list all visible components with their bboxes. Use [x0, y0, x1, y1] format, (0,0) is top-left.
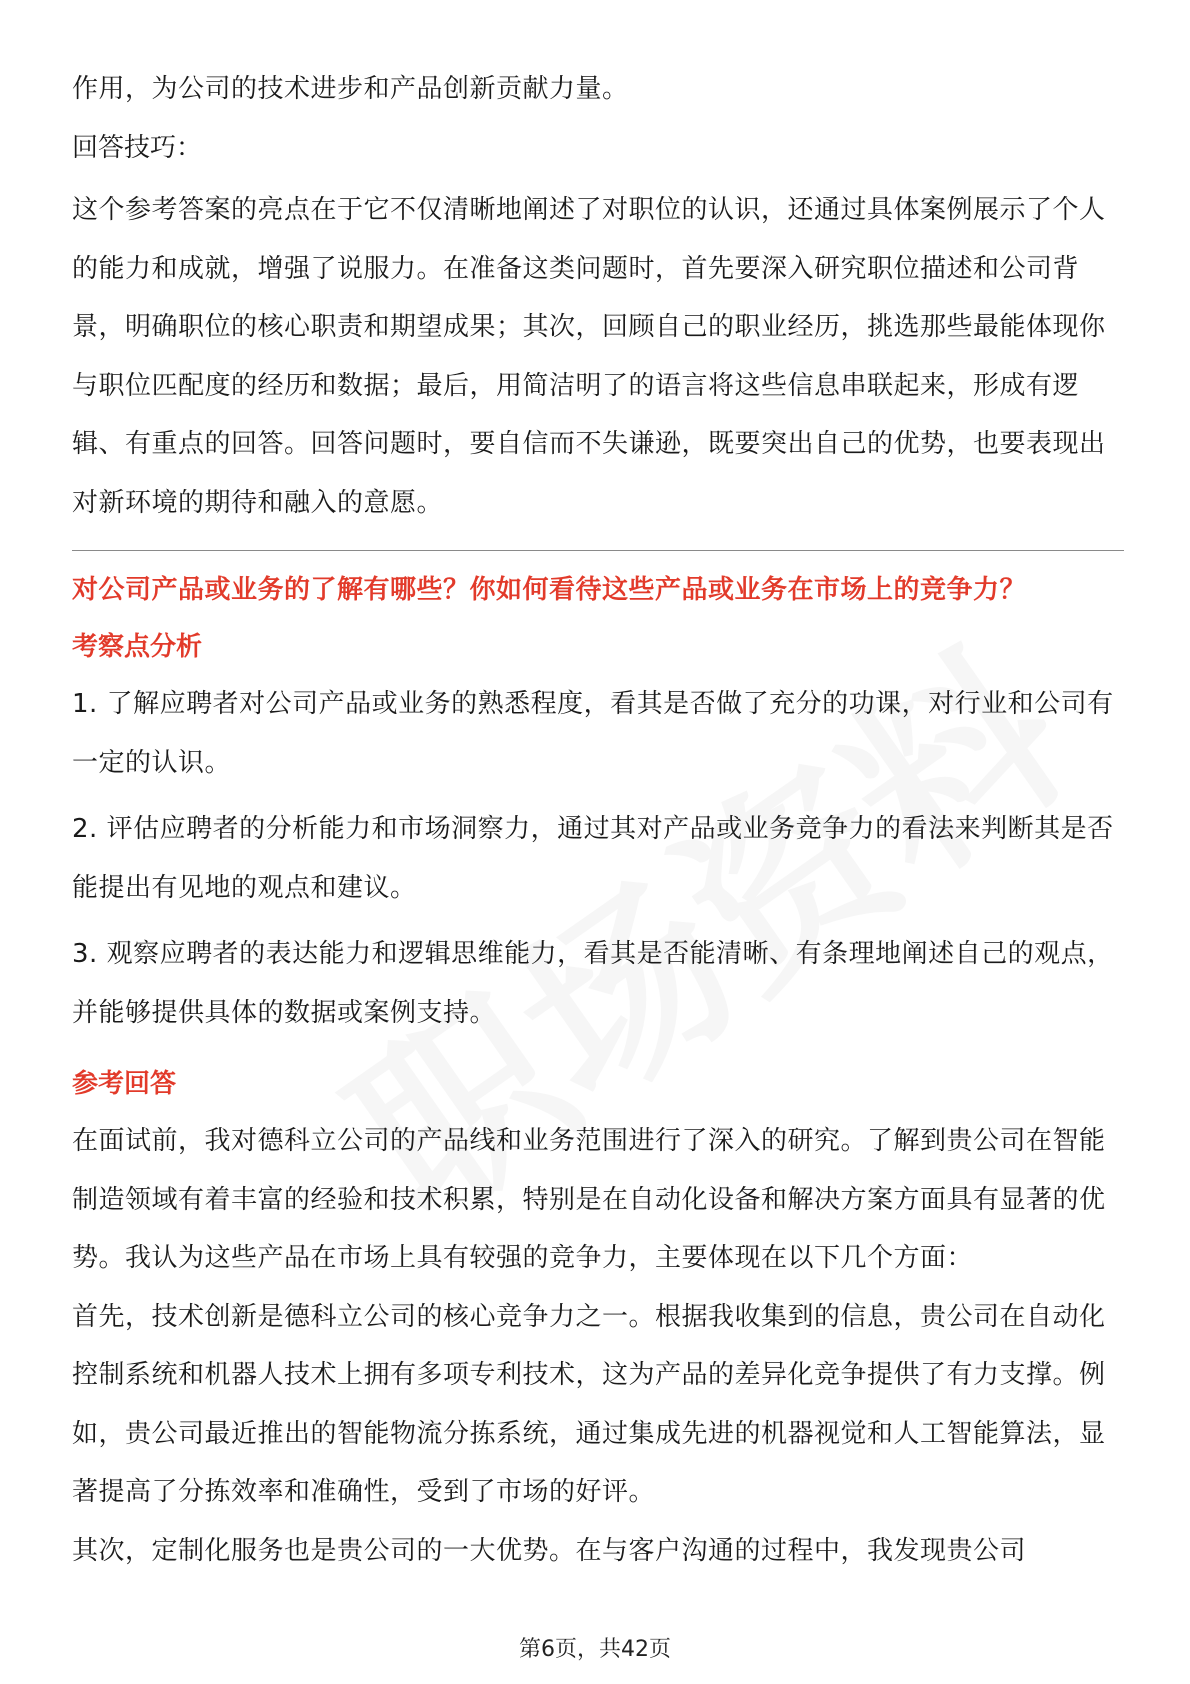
tips-label: 回答技巧： — [72, 132, 203, 163]
analysis-point: 3. 观察应聘者的表达能力和逻辑思维能力，看其是否能清晰、有条理地阐述自己的观点，并能够提供具体的数据或案例支持。 — [72, 939, 1114, 1028]
analysis-point: 2. 评估应聘者的分析能力和市场洞察力，通过其对产品或业务竞争力的看法来判断其是否能提出有见地的观点和建议。 — [72, 814, 1114, 903]
page-number: 第6页，共42页 — [519, 1637, 671, 1662]
analysis-point: 1. 了解应聘者对公司产品或业务的熟悉程度，看其是否做了充分的功课，对行业和公司有一定的认识。 — [72, 689, 1114, 778]
section-divider — [72, 550, 1124, 551]
document-page — [72, 60, 1124, 1580]
answer-paragraph: 在面试前，我对德科立公司的产品线和业务范围进行了深入的研究。了解到贵公司在智能制造领域有着丰富的经验和技术积累，特别是在自动化设备和解决方案方面具有显著的优势。我认为这些产品在市场上具有较强的竞争力，主要体现在以下几个方面： — [72, 1126, 1106, 1273]
intro-paragraph: 作用，为公司的技术进步和产品创新贡献力量。 — [72, 74, 629, 104]
question-heading: 对公司产品或业务的了解有哪些？你如何看待这些产品或业务在市场上的竞争力？ — [72, 575, 1027, 605]
answer-paragraph: 首先，技术创新是德科立公司的核心竞争力之一。根据我收集到的信息，贵公司在自动化控制系统和机器人技术上拥有多项专利技术，这为产品的差异化竞争提供了有力支撑。例如，贵公司最近推出的智能物流分拣系统，通过集成先进的机器视觉和人工智能算法，显著提高了分拣效率和准确性，受到了市场的好评。 — [72, 1301, 1106, 1507]
answer-paragraph: 其次，定制化服务也是贵公司的一大优势。在与客户沟通的过程中，我发现贵公司 — [72, 1535, 1027, 1566]
analysis-title: 考察点分析 — [72, 632, 203, 662]
answer-title: 参考回答 — [72, 1069, 177, 1099]
tips-body: 这个参考答案的亮点在于它不仅清晰地阐述了对职位的认识，还通过具体案例展示了个人的能力和成就，增强了说服力。在准备这类问题时，首先要深入研究职位描述和公司背景，明确职位的核心职责和期望成果；其次，回顾自己的职业经历，挑选那些最能体现你与职位匹配度的经历和数据；最后，用简洁明了的语言将这些信息串联起来，形成有逻辑、有重点的回答。回答问题时，要自信而不失谦逊，既要突出自己的优势，也要表现出对新环境的期待和融入的意愿。 — [72, 195, 1106, 518]
